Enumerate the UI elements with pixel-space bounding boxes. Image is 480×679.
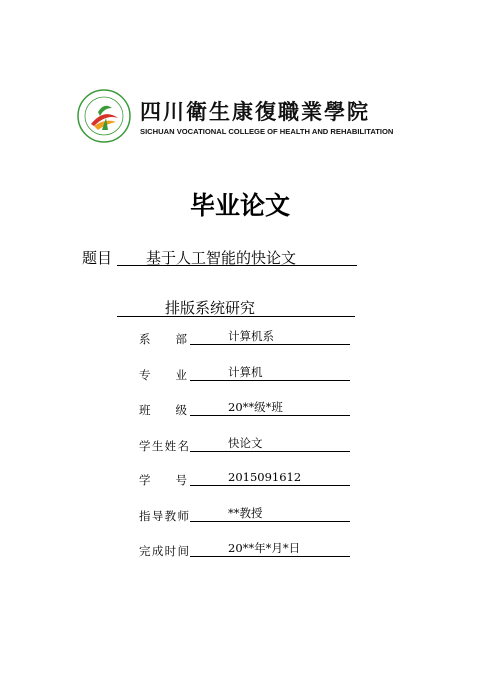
row-label-char: 业: [175, 368, 187, 382]
row-label-char: 学: [139, 473, 151, 487]
row-label-char: 号: [175, 473, 187, 487]
row-label-char: 成: [151, 544, 164, 558]
row-label-char: 间: [177, 544, 189, 558]
row-label-char: 系: [139, 332, 151, 346]
row-value: 2015091612: [190, 471, 350, 486]
row-label-char: 部: [175, 332, 187, 346]
topic-label: 题目: [82, 249, 113, 267]
row-value: 20**级*班: [190, 401, 350, 416]
school-name-chinese: 四川衛生康復職業學院: [140, 100, 370, 124]
row-label: [139, 508, 189, 524]
row-label-char: 姓: [164, 439, 177, 453]
row-label: [139, 438, 189, 454]
document-title: 毕业论文: [189, 191, 290, 220]
row-label: [139, 331, 187, 347]
row-label-char: 教: [164, 509, 177, 523]
row-label-char: 名: [177, 439, 189, 453]
row-label-char: 完: [139, 544, 151, 558]
row-label-char: 导: [151, 509, 164, 523]
school-name-english: SICHUAN VOCATIONAL COLLEGE OF HEALTH AND REHABILITATION: [140, 127, 394, 136]
school-logo-icon: [76, 88, 132, 144]
row-value: 计算机系: [190, 330, 350, 345]
row-label-char: 级: [175, 403, 187, 417]
row-value: **教授: [190, 507, 350, 522]
row-value: 20**年*月*日: [190, 542, 350, 557]
row-label: [139, 472, 187, 488]
topic-line-1: 基于人工智能的快论文: [146, 249, 297, 267]
row-label-char: 师: [177, 509, 189, 523]
row-label-char: 学: [139, 439, 151, 453]
topic-line-2: 排版系统研究: [165, 299, 256, 317]
row-value: 快论文: [190, 437, 350, 452]
row-label-char: 生: [151, 439, 164, 453]
row-value: 计算机: [190, 366, 350, 381]
row-label: [139, 543, 189, 559]
row-label-char: 专: [139, 368, 151, 382]
row-label-char: 指: [139, 509, 151, 523]
row-label-char: 班: [139, 403, 151, 417]
row-label: [139, 367, 187, 383]
row-label: [139, 402, 187, 418]
row-label-char: 时: [164, 544, 177, 558]
